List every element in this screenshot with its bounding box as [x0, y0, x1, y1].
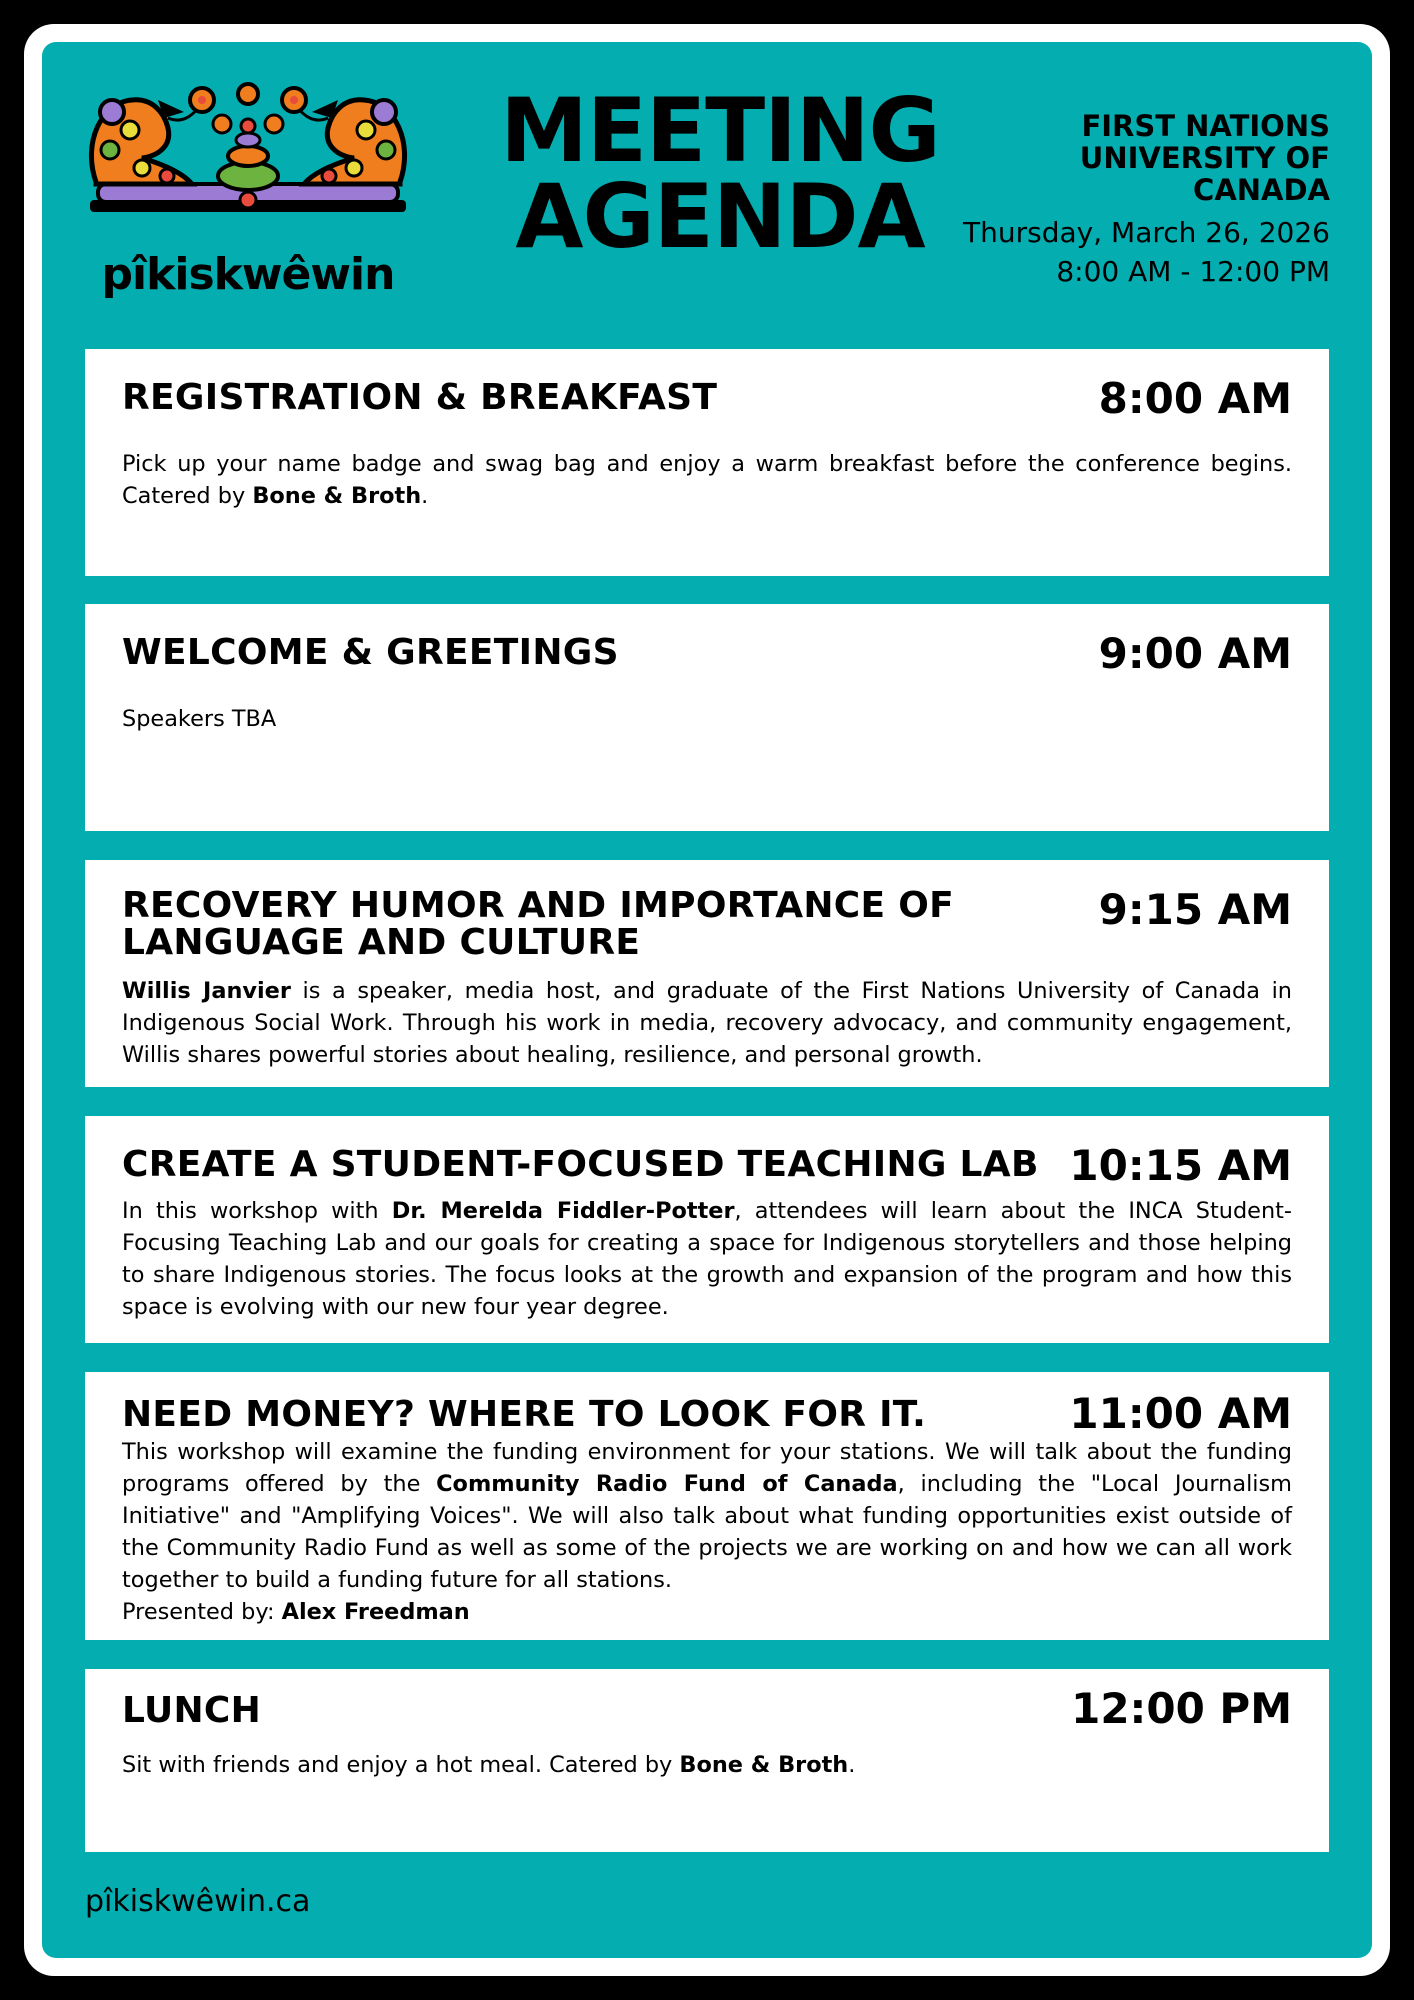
session-title: CREATE A STUDENT-FOCUSED TEACHING LAB [122, 1144, 1039, 1185]
session-time: 10:15 AM [1069, 1141, 1292, 1190]
logo-wordmark: pîkiskwêwin [101, 249, 395, 300]
agenda-item-recovery-humor [85, 860, 1329, 1087]
session-description: Pick up your name badge and swag bag and enjoy a warm breakfast before the conference begins. Catered by Bone & Broth. [122, 451, 1292, 509]
agenda-item-teaching-lab [85, 1116, 1329, 1343]
session-description: This workshop will examine the funding environment for your stations. We will talk about the funding programs offered by the Community Radio Fund of Canada, including the "Local Journalism Initiative" and "Amplifying Voices". We will also talk about what funding opportunities exist outside of the Community Radio Fund as well as some of the projects we are working on and how we can all work together to build a funding future for all stations. Presented by: Alex Freedman [122, 1439, 1292, 1625]
event-time-range: 8:00 AM - 12:00 PM [1056, 255, 1330, 288]
session-title: WELCOME & GREETINGS [122, 632, 619, 673]
website-url: pîkiskwêwin.ca [85, 1884, 311, 1919]
presenter-name: Alex Freedman [281, 1599, 470, 1625]
pikiskwewin-logo [72, 72, 424, 312]
page-title: MEETING AGENDA [500, 79, 940, 268]
session-time: 11:00 AM [1069, 1389, 1292, 1438]
session-time: 9:15 AM [1098, 885, 1292, 934]
session-time: 12:00 PM [1071, 1684, 1292, 1733]
agenda-item-lunch [85, 1669, 1329, 1852]
session-description: Speakers TBA [122, 706, 277, 732]
session-time: 9:00 AM [1098, 629, 1292, 678]
agenda-item-registration [85, 349, 1329, 576]
session-title: REGISTRATION & BREAKFAST [122, 377, 718, 418]
session-title: NEED MONEY? WHERE TO LOOK FOR IT. [122, 1394, 927, 1435]
agenda-item-welcome [85, 604, 1329, 831]
session-time: 8:00 AM [1098, 374, 1292, 423]
session-description: In this workshop with Dr. Merelda Fiddler-Potter, attendees will learn about the INCA Student-Focusing Teaching Lab and our goals for creating a space for Indigenous storytellers and those helping to share Indigenous stories. The focus looks at the growth and expansion of the program and how this space is evolving with our new four year degree. [122, 1198, 1293, 1320]
session-description: Willis Janvier is a speaker, media host, and graduate of the First Nations University of Canada in Indigenous Social Work. Through his work in media, recovery advocacy, and community engagement, Willis shares powerful stories about healing, resilience, and personal growth. [122, 978, 1292, 1068]
session-title: RECOVERY HUMOR AND IMPORTANCE OF LANGUAGE AND CULTURE [122, 885, 955, 963]
event-date: Thursday, March 26, 2026 [963, 216, 1330, 249]
session-description: Sit with friends and enjoy a hot meal. Catered by Bone & Broth. [122, 1752, 856, 1778]
organization-name: FIRST NATIONS UNIVERSITY OF CANADA [1079, 109, 1330, 207]
agenda-item-funding [85, 1372, 1329, 1640]
session-title: LUNCH [122, 1690, 262, 1731]
